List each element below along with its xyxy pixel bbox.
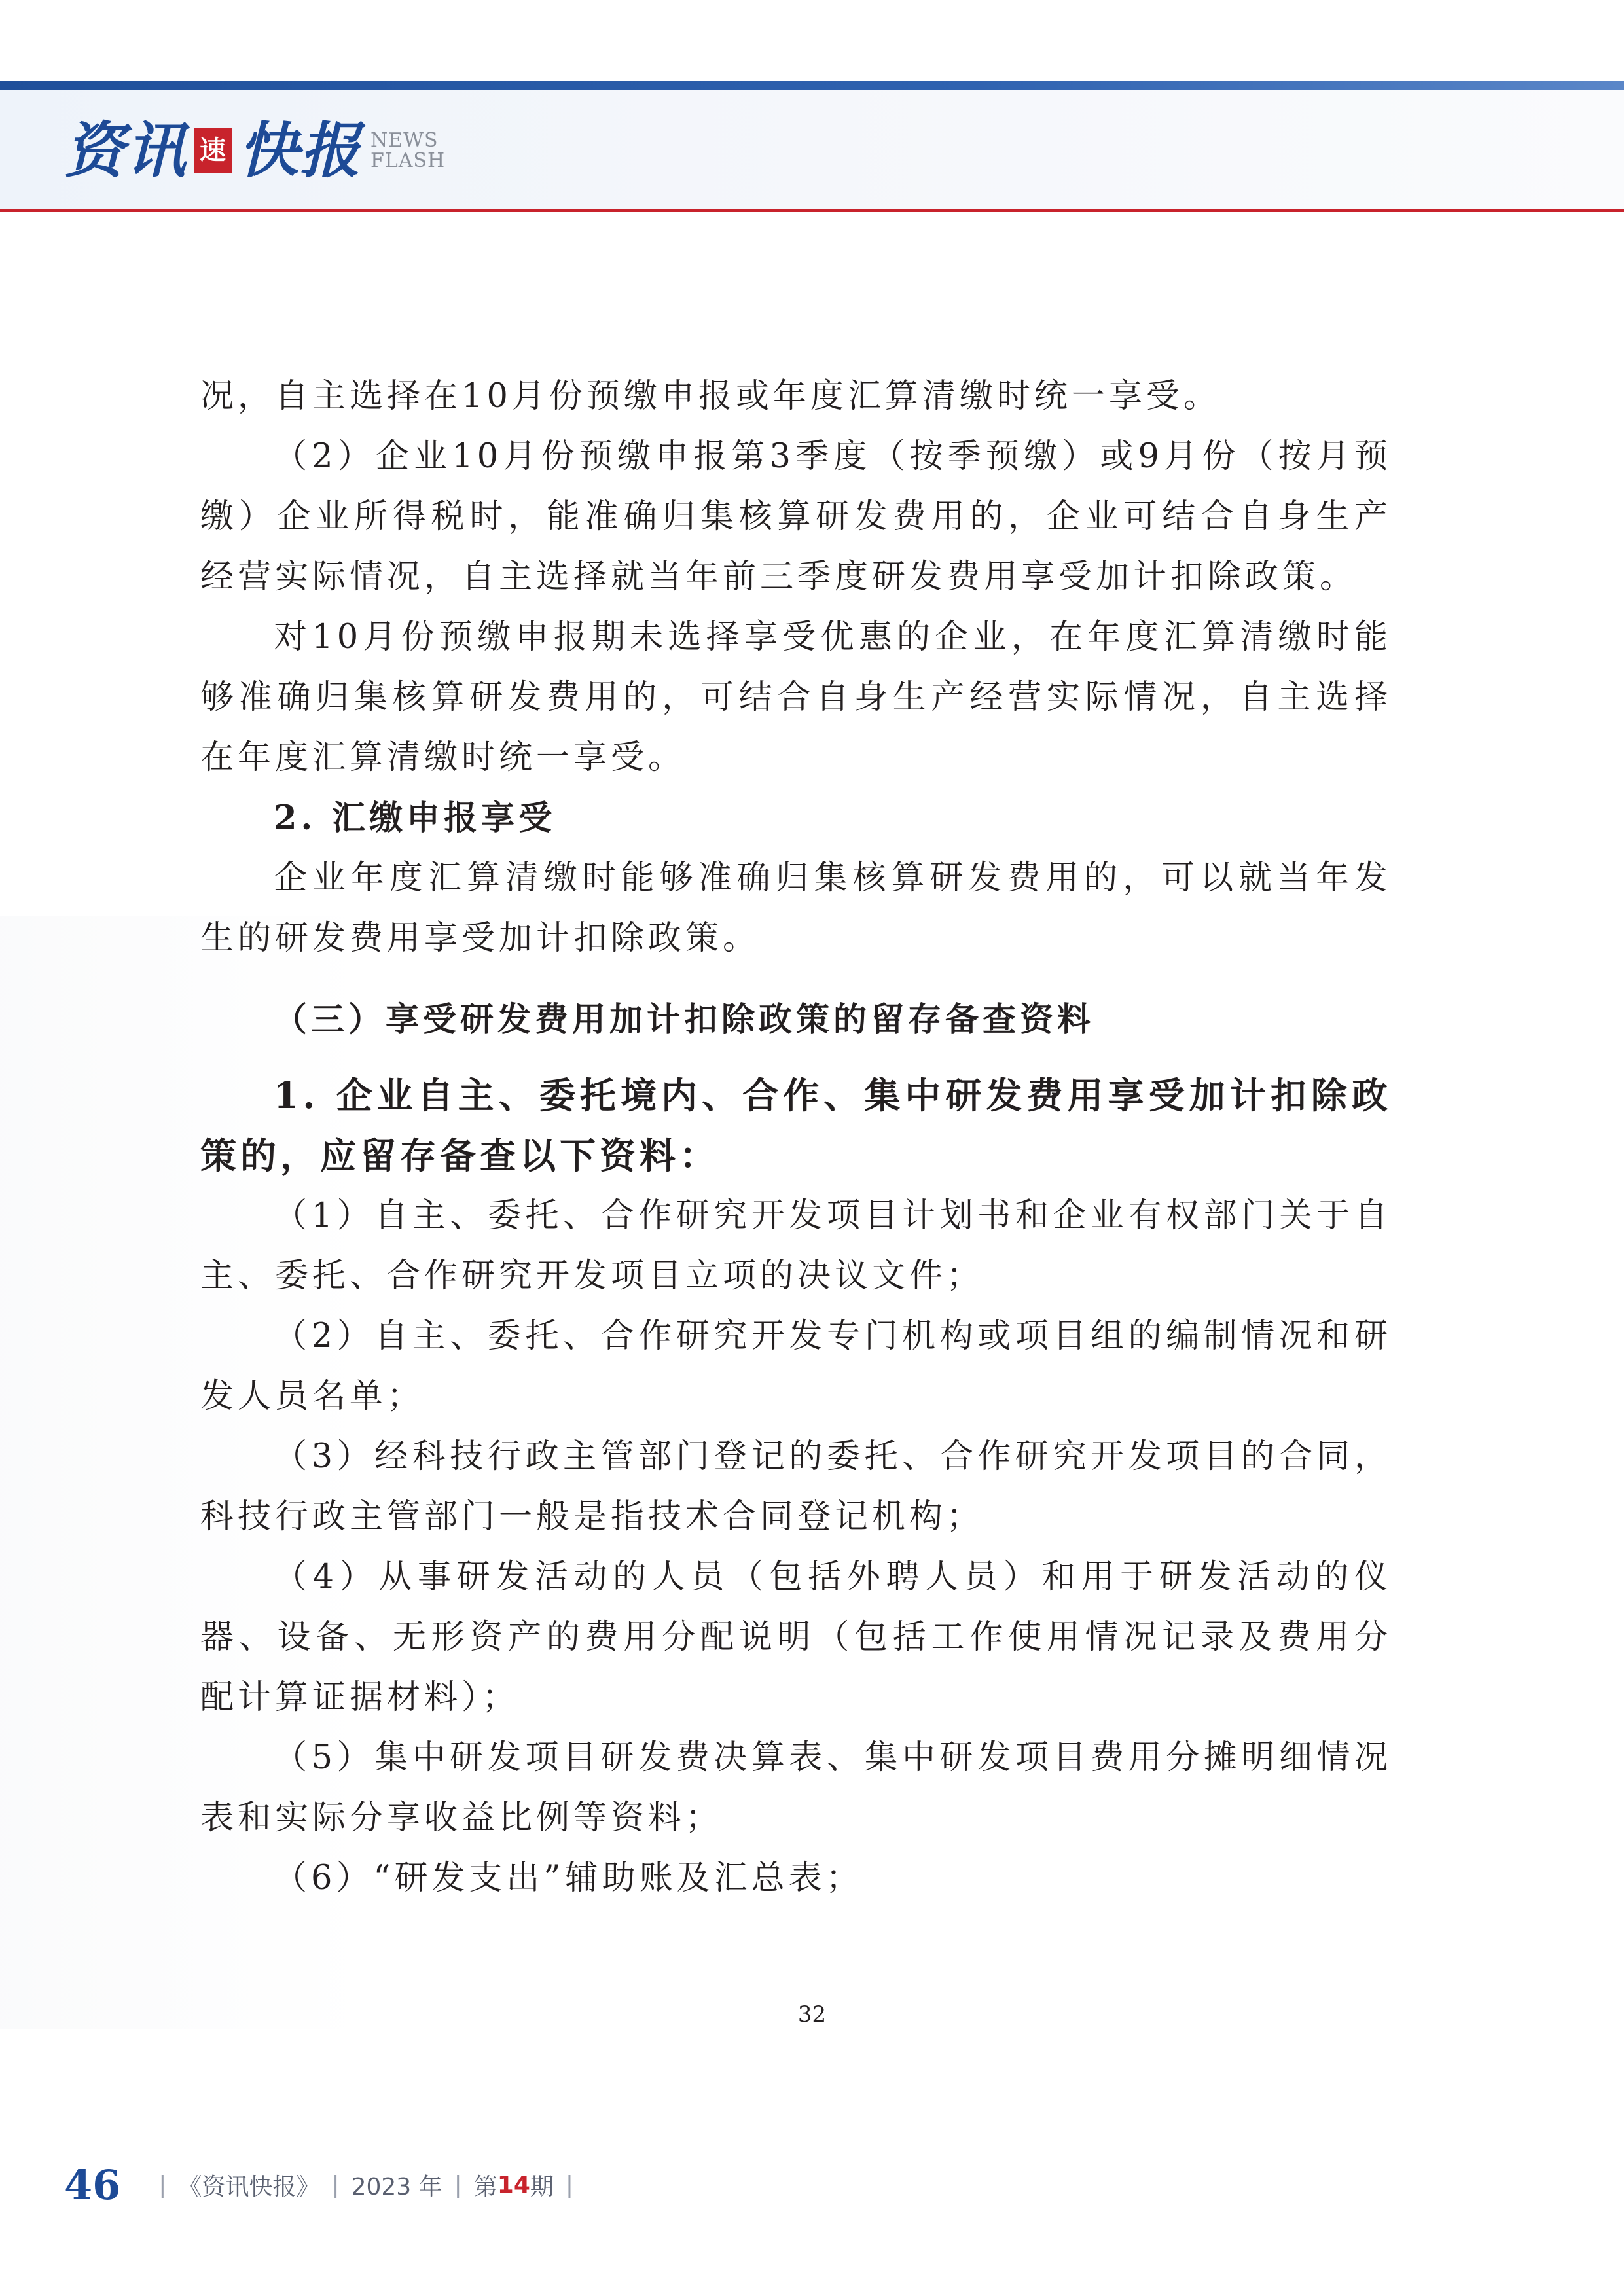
list-item-2: （2）自主、委托、合作研究开发专门机构或项目组的编制情况和研发人员名单； [200,1317,1392,1416]
article-body [200,367,1392,1909]
footer-separator: | [454,2171,462,2198]
masthead-title-left: 资讯 [64,115,188,186]
footer-issue-number: 14 [497,2171,530,2198]
inner-page-number: 32 [797,2001,827,2028]
paragraph-1: 况，自主选择在10月份预缴申报或年度汇算清缴时统一享受。 [200,377,1221,416]
header-top-rule [0,81,1624,90]
footer-year: 2023 年 [351,2173,442,2200]
list-item-4: （4）从事研发活动的人员（包括外聘人员）和用于研发活动的仪器、设备、无形资产的费用分配说明（包括工作使用情况记录及费用分配计算证据材料）； [200,1558,1392,1717]
footer-journal: 《资讯快报》 [178,2173,320,2200]
list-item-3: （3）经科技行政主管部门登记的委托、合作研究开发项目的合同，科技行政主管部门一般是指技术合同登记机构； [200,1437,1392,1536]
footer-separator: | [158,2171,167,2198]
masthead-logo [64,111,445,190]
footer-issue-suffix: 期 [530,2173,554,2200]
list-item-5: （5）集中研发项目研发费决算表、集中研发项目费用分摊明细情况表和实际分享收益比例等资料； [200,1738,1392,1837]
footer-separator: | [331,2171,340,2198]
paragraph-2: （2）企业10月份预缴申报第3季度（按季预缴）或9月份（按月预缴）企业所得税时，能准确归集核算研发费用的，企业可结合自身生产经营实际情况，自主选择就当年前三季度研发费用享受加计扣除政策。 [200,437,1392,596]
masthead-english-line1: NEWS [370,128,439,152]
subheading-2: 2. 汇缴申报享受 [274,798,556,838]
footer-separator: | [565,2171,574,2198]
header-red-rule [0,209,1624,212]
paragraph-3: 对10月份预缴申报期未选择享受优惠的企业，在年度汇算清缴时能够准确归集核算研发费用的，可结合自身生产经营实际情况，自主选择在年度汇算清缴时统一享受。 [200,618,1392,777]
masthead-english-line2: FLASH [370,149,446,172]
subheading-1: 1. 企业自主、委托境内、合作、集中研发费用享受加计扣除政策的，应留存备查以下资料： [200,1074,1392,1177]
section-heading-3: （三）享受研发费用加计扣除政策的留存备查资料 [274,1000,1095,1039]
list-item-6: （6）“研发支出”辅助账及汇总表； [274,1859,863,1897]
seal-icon: 速 [194,128,232,173]
masthead-english [370,130,445,171]
masthead-title-right: 快报 [238,115,362,186]
paragraph-4: 企业年度汇算清缴时能够准确归集核算研发费用的，可以就当年发生的研发费用享受加计扣除政策。 [200,859,1392,958]
list-item-1: （1）自主、委托、合作研究开发项目计划书和企业有权部门关于自主、委托、合作研究开发项目立项的决议文件； [200,1196,1392,1295]
footer-issue-prefix: 第 [473,2173,497,2200]
footer-page-number: 46 [64,2161,121,2209]
footer [64,2159,585,2211]
